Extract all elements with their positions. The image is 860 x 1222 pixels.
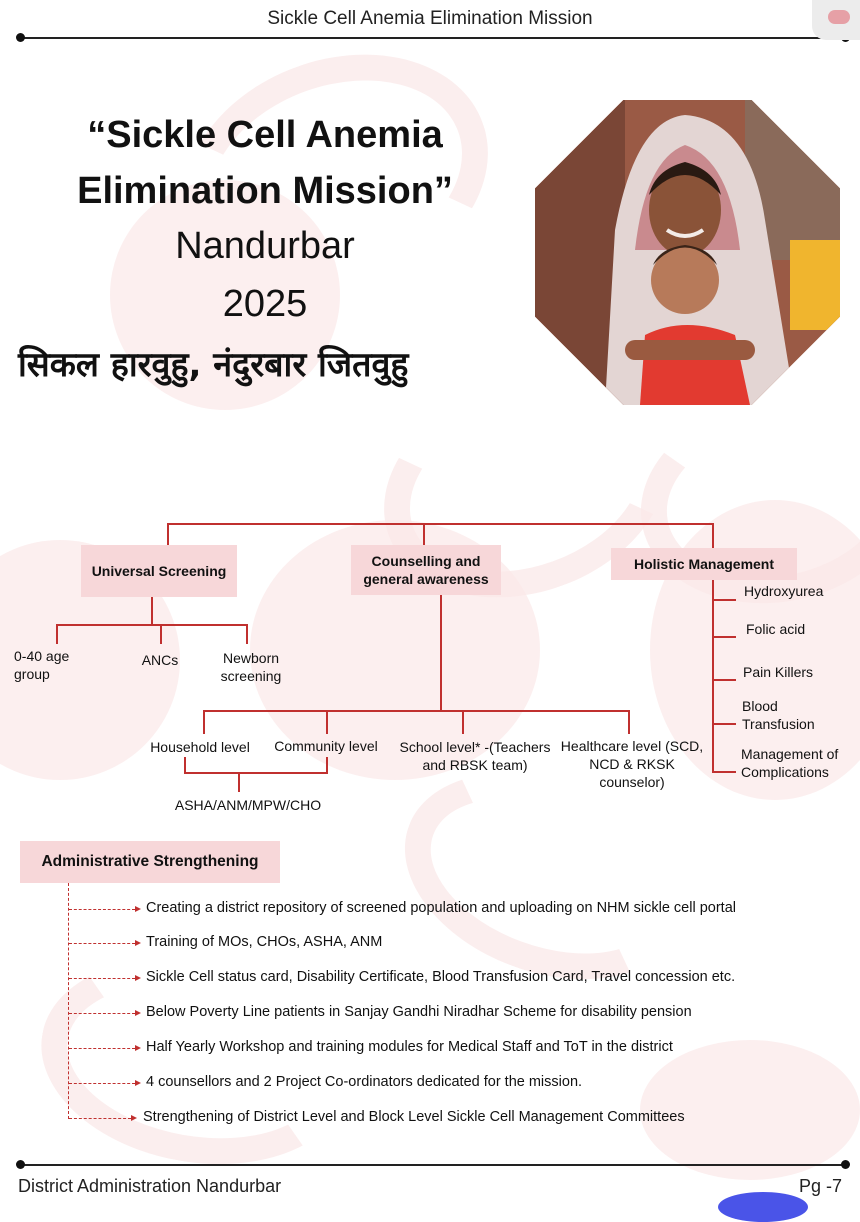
admin-arrow xyxy=(69,1013,135,1014)
connector xyxy=(712,580,714,773)
admin-arrowhead xyxy=(135,906,141,912)
connector xyxy=(712,636,736,638)
administrative-strengthening-box: Administrative Strengthening xyxy=(20,841,280,883)
admin-item-committees: Strengthening of District Level and Block Level Sickle Cell Management Committees xyxy=(143,1109,685,1125)
admin-item-repository: Creating a district repository of screened population and uploading on NHM sickle cell portal xyxy=(146,900,736,916)
level-healthcare: Healthcare level (SCD, NCD & RKSK counselor) xyxy=(560,738,704,790)
holistic-complications: Management of Complications xyxy=(741,746,839,780)
connector xyxy=(326,757,328,773)
connector xyxy=(203,710,205,734)
header-rule-left-dot xyxy=(16,33,25,42)
corner-app-icon xyxy=(828,10,850,24)
connector xyxy=(423,523,425,545)
connector xyxy=(160,624,162,644)
connector xyxy=(151,597,153,625)
admin-item-counsellors: 4 counsellors and 2 Project Co-ordinators dedicated for the mission. xyxy=(146,1074,583,1090)
page-header-title: Sickle Cell Anemia Elimination Mission xyxy=(267,8,593,29)
screening-ancs: ANCs xyxy=(141,652,179,668)
connector xyxy=(56,624,248,626)
connector xyxy=(462,710,464,734)
hero-photo-mother-child xyxy=(535,100,840,405)
connector xyxy=(167,523,714,525)
screening-age-group: 0-40 age group xyxy=(14,648,70,682)
floating-action-button[interactable] xyxy=(718,1192,808,1222)
admin-arrowhead xyxy=(135,975,141,981)
counselling-box: Counselling and general awareness xyxy=(351,545,501,595)
level-community: Community level xyxy=(274,738,378,754)
connector xyxy=(246,624,248,644)
watermark-crescent xyxy=(625,378,860,624)
level-school: School level* -(Teachers and RBSK team) xyxy=(399,739,551,773)
admin-item-training: Training of MOs, CHOs, ASHA, ANM xyxy=(146,934,383,950)
admin-arrowhead xyxy=(135,1045,141,1051)
connector xyxy=(712,599,736,601)
header-rule xyxy=(20,37,845,39)
holistic-management-box: Holistic Management xyxy=(611,548,797,580)
admin-arrow xyxy=(69,978,135,979)
admin-item-bpl-pension: Below Poverty Line patients in Sanjay Gandhi Niradhar Scheme for disability pension xyxy=(146,1004,692,1020)
footer-rule-right-dot xyxy=(841,1160,850,1169)
hero-year: 2025 xyxy=(222,283,308,325)
universal-screening-box: Universal Screening xyxy=(81,545,237,597)
admin-arrow xyxy=(69,1118,131,1119)
footer-rule xyxy=(20,1164,845,1166)
holistic-pain-killers: Pain Killers xyxy=(743,664,814,680)
holistic-hydroxyurea: Hydroxyurea xyxy=(744,583,824,599)
admin-item-status-card: Sickle Cell status card, Disability Certificate, Blood Transfusion Card, Travel concession etc. xyxy=(146,969,736,985)
connector xyxy=(203,710,630,712)
screening-newborn: Newborn screening xyxy=(220,650,282,684)
photo-illustration xyxy=(535,100,840,405)
admin-arrow xyxy=(69,943,135,944)
connector xyxy=(712,771,736,773)
connector xyxy=(326,710,328,734)
admin-arrowhead xyxy=(131,1115,137,1121)
connector xyxy=(712,723,736,725)
workers-asha-anm: ASHA/ANM/MPW/CHO xyxy=(174,797,322,813)
hero-slogan-hindi: सिकल हारवुहु, नंदुरबार जितवुहु xyxy=(18,345,409,385)
holistic-blood-transfusion: Blood Transfusion xyxy=(742,698,815,732)
admin-arrowhead xyxy=(135,1080,141,1086)
connector xyxy=(628,710,630,734)
holistic-folic-acid: Folic acid xyxy=(746,621,806,637)
connector xyxy=(184,757,186,773)
connector xyxy=(440,595,442,711)
level-household: Household level xyxy=(150,739,250,755)
connector xyxy=(238,772,240,792)
connector xyxy=(712,679,736,681)
corner-app-button[interactable] xyxy=(812,0,860,40)
connector xyxy=(56,624,58,644)
footer-page-number: Pg -7 xyxy=(798,1176,842,1196)
admin-arrowhead xyxy=(135,940,141,946)
footer-organization: District Administration Nandurbar xyxy=(18,1176,282,1196)
admin-arrow xyxy=(69,1048,135,1049)
connector xyxy=(184,772,328,774)
connector xyxy=(167,523,169,545)
admin-arrowhead xyxy=(135,1010,141,1016)
admin-item-workshop: Half Yearly Workshop and training modules for Medical Staff and ToT in the district xyxy=(146,1039,673,1055)
footer-rule-left-dot xyxy=(16,1160,25,1169)
hero-location: Nandurbar xyxy=(175,225,355,267)
connector xyxy=(712,523,714,549)
hero-title-line2: Elimination Mission” xyxy=(77,170,453,212)
admin-arrow xyxy=(69,909,135,910)
hero-title-line1: “Sickle Cell Anemia xyxy=(87,114,443,156)
admin-arrow xyxy=(69,1083,135,1084)
